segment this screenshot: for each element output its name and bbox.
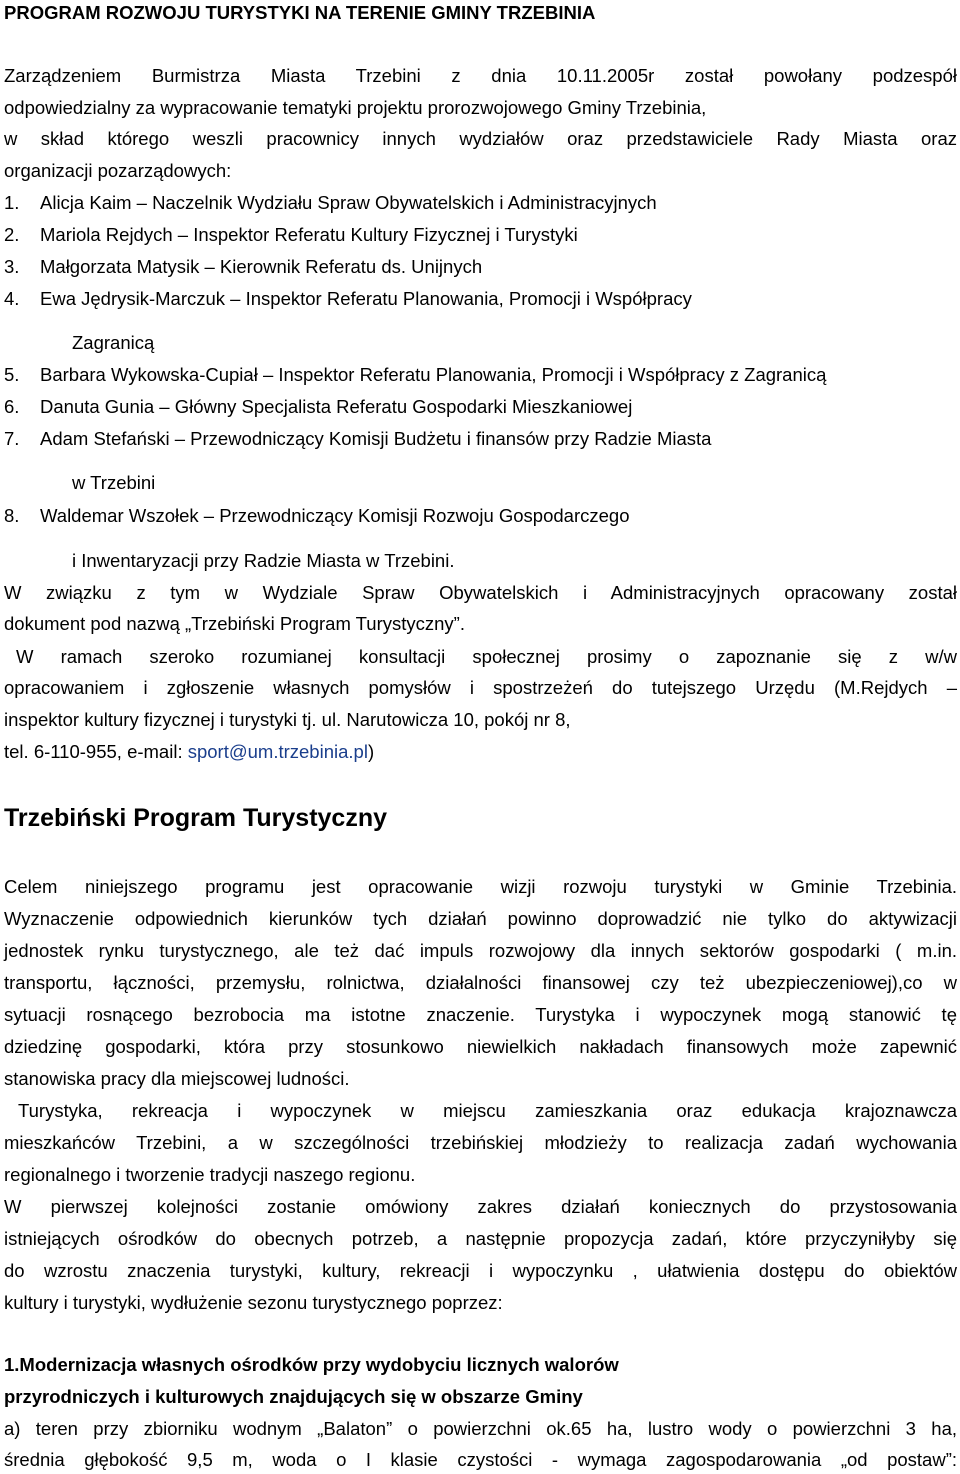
member-text: Waldemar Wszołek – Przewodniczący Komisji Rozwoju Gospodarczego — [40, 505, 630, 526]
intro-line: organizacji pozarządowych: — [4, 160, 232, 181]
paragraph-line: regionalnego i tworzenie tradycji naszego regionu. — [4, 1164, 416, 1185]
paragraph-line: transportu, łączności, przemysłu, rolnictwa, działalności finansowej czy też ubezpieczeniowej),co w — [4, 972, 957, 993]
paragraph-line: dziedzinę gospodarki, która przy stosunkowo niewielkich nakładach finansowych może zapewnić — [4, 1036, 957, 1057]
paragraph-line: Wyznaczenie odpowiednich kierunków tych działań powinno doprowadzić nie tylko do aktywizacji — [4, 908, 957, 929]
intro-line: Zarządzeniem Burmistrza Miasta Trzebini z dnia 10.11.2005r został powołany podzespół — [4, 65, 957, 86]
paragraph-line: do wzrostu znaczenia turystyki, kultury, rekreacji i wypoczynku , ułatwienia dostępu do obiektów — [4, 1260, 957, 1281]
member-number: 5. — [4, 364, 20, 385]
member-continuation: Zagranicą — [72, 332, 155, 353]
paragraph-line: Celem niniejszego programu jest opracowanie wizji rozwoju turystyki w Gminie Trzebinia. — [4, 876, 957, 897]
email-link[interactable]: sport@um.trzebinia.pl — [187, 741, 368, 762]
contact-prefix: tel. 6-110-955, e-mail: — [4, 741, 188, 762]
member-text: Adam Stefański – Przewodniczący Komisji Budżetu i finansów przy Radzie Miasta — [40, 428, 712, 449]
contact-line — [4, 741, 374, 763]
document-heading: PROGRAM ROZWOJU TURYSTYKI NA TERENIE GMINY TRZEBINIA — [4, 2, 596, 23]
member-item — [4, 288, 692, 310]
member-item — [4, 364, 826, 386]
member-number: 4. — [4, 288, 20, 309]
paragraph-line: istniejących ośrodków do obecnych potrzeb, a następnie propozycja zadań, które przyczyniłyby się — [4, 1228, 957, 1249]
paragraph-line: W ramach szeroko rozumianej konsultacji społecznej prosimy o zapoznanie się z w/w — [16, 646, 957, 667]
member-text: Alicja Kaim – Naczelnik Wydziału Spraw Obywatelskich i Administracyjnych — [40, 192, 657, 213]
member-text: Ewa Jędrysik-Marczuk – Inspektor Referatu Planowania, Promocji i Współpracy — [40, 288, 692, 309]
paragraph-line: W związku z tym w Wydziale Spraw Obywatelskich i Administracyjnych opracowany został — [4, 582, 957, 603]
paragraph-line: opracowaniem i zgłoszenie własnych pomysłów i spostrzeżeń do tutejszego Urzędu (M.Rejdych – — [4, 677, 957, 698]
paragraph-line: inspektor kultury fizycznej i turystyki tj. ul. Narutowicza 10, pokój nr 8, — [4, 709, 571, 730]
paragraph-line: Turystyka, rekreacja i wypoczynek w miejscu zamieszkania oraz edukacja krajoznawcza — [18, 1100, 957, 1121]
intro-line: w skład którego weszli pracownicy innych wydziałów oraz przedstawiciele Rady Miasta oraz — [4, 128, 957, 149]
subsection-title: 1.Modernizacja własnych ośrodków przy wydobyciu licznych walorów — [4, 1354, 619, 1375]
member-number: 1. — [4, 192, 20, 213]
member-number: 8. — [4, 505, 20, 526]
member-continuation: w Trzebini — [72, 472, 156, 493]
member-item — [4, 224, 578, 246]
member-item — [4, 505, 629, 527]
member-number: 3. — [4, 256, 20, 277]
member-text: Danuta Gunia – Główny Specjalista Referatu Gospodarki Mieszkaniowej — [40, 396, 633, 417]
paragraph-line: dokument pod nazwą „Trzebiński Program Turystyczny”. — [4, 613, 465, 634]
subsection-title: przyrodniczych i kulturowych znajdujących się w obszarze Gminy — [4, 1386, 583, 1407]
member-item — [4, 192, 657, 214]
paragraph-line: kultury i turystyki, wydłużenie sezonu turystycznego poprzez: — [4, 1292, 503, 1313]
paragraph-line: W pierwszej kolejności zostanie omówiony zakres działań koniecznych do przystosowania — [4, 1196, 957, 1217]
section-title: Trzebiński Program Turystyczny — [4, 804, 387, 832]
member-text: Barbara Wykowska-Cupiał – Inspektor Referatu Planowania, Promocji i Współpracy z Zagranicą — [40, 364, 827, 385]
paragraph-line: sytuacji rosnącego bezrobocia ma istotne znaczenie. Turystyka i wypoczynek mogą stanowić tę — [4, 1004, 957, 1025]
member-number: 6. — [4, 396, 20, 417]
member-number: 7. — [4, 428, 20, 449]
member-text: Mariola Rejdych – Inspektor Referatu Kultury Fizycznej i Turystyki — [40, 224, 578, 245]
intro-line: odpowiedzialny za wypracowanie tematyki projektu prorozwojowego Gminy Trzebinia, — [4, 97, 707, 118]
paragraph-line: jednostek rynku turystycznego, ale też dać impuls rozwojowy dla innych sektorów gospodarki ( m.in. — [4, 940, 957, 961]
paragraph-line: średnia głębokość 9,5 m, woda o I klasie czystości - wymaga zagospodarowania „od postaw”: — [4, 1449, 957, 1470]
contact-suffix: ) — [367, 741, 375, 762]
paragraph-line: a) teren przy zbiorniku wodnym „Balaton” o powierzchni ok.65 ha, lustro wody o powierzchni 3 ha, — [4, 1418, 957, 1439]
member-item — [4, 256, 482, 278]
paragraph-line: stanowiska pracy dla miejscowej ludności. — [4, 1068, 350, 1089]
paragraph-line: mieszkańców Trzebini, a w szczególności trzebińskiej młodzieży to realizacja zadań wychowania — [4, 1132, 957, 1153]
member-continuation: i Inwentaryzacji przy Radzie Miasta w Trzebini. — [72, 550, 455, 571]
member-item — [4, 428, 711, 450]
member-item — [4, 396, 632, 418]
member-text: Małgorzata Matysik – Kierownik Referatu ds. Unijnych — [40, 256, 483, 277]
member-number: 2. — [4, 224, 20, 245]
